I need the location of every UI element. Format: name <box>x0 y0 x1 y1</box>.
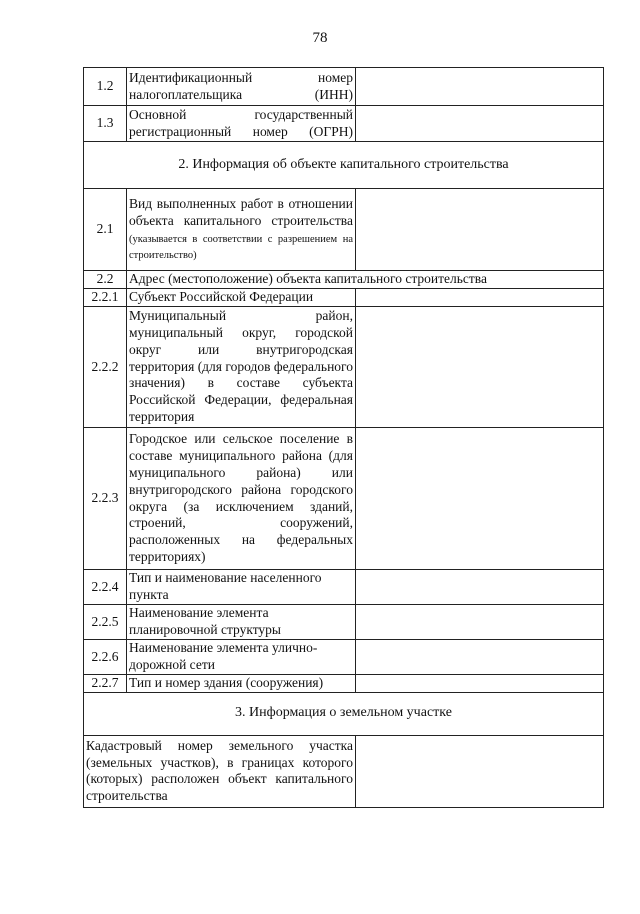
row-label: Адрес (местоположение) объекта капитального строительства <box>127 271 604 289</box>
page-number: 78 <box>312 30 328 46</box>
row-label: Основной государственный регистрационный номер (ОГРН) <box>127 106 356 142</box>
form-table <box>83 67 604 808</box>
table-row <box>84 68 604 106</box>
row-number: 2.2.4 <box>84 570 127 605</box>
row-number: 2.2.6 <box>84 640 127 675</box>
row-label: Идентификационный номер налогоплательщика (ИНН) <box>127 68 356 106</box>
row-label: Тип и номер здания (сооружения) <box>127 675 356 693</box>
row-label: Тип и наименование населенного пункта <box>127 570 356 605</box>
row-label: Наименование элемента планировочной структуры <box>127 605 356 640</box>
row-label: Кадастровый номер земельного участка (земельных участков), в границах которого (которых) расположен объект капитального строительства <box>84 735 356 807</box>
row-label: Субъект Российской Федерации <box>127 289 356 307</box>
row-number: 1.3 <box>84 106 127 142</box>
table-row <box>84 735 604 807</box>
row-number: 2.2.3 <box>84 428 127 570</box>
table-row <box>84 271 604 289</box>
table-row <box>84 189 604 271</box>
table-row <box>84 428 604 570</box>
row-number: 1.2 <box>84 68 127 106</box>
table-row <box>84 307 604 428</box>
value-cell[interactable] <box>356 68 604 106</box>
row-number: 2.2 <box>84 271 127 289</box>
row-number: 2.2.1 <box>84 289 127 307</box>
table-row <box>84 605 604 640</box>
section-row <box>84 692 604 735</box>
row-note: (указывается в соответствии с разрешением на строительство) <box>129 233 353 262</box>
table-row <box>84 106 604 142</box>
value-cell[interactable] <box>356 675 604 693</box>
value-cell[interactable] <box>356 428 604 570</box>
table-row <box>84 675 604 693</box>
value-cell[interactable] <box>356 735 604 807</box>
section-heading: 3. Информация о земельном участке <box>84 692 604 735</box>
value-cell[interactable] <box>356 570 604 605</box>
table-row <box>84 570 604 605</box>
row-number: 2.2.2 <box>84 307 127 428</box>
row-label: Городское или сельское поселение в составе муниципального района (для муниципального района) или внутригородского района городского округа (за исключением зданий, строений, сооружений, расположенных на федеральных территориях) <box>127 428 356 570</box>
table-row <box>84 289 604 307</box>
value-cell[interactable] <box>356 307 604 428</box>
row-label: Муниципальный район, муниципальный округ, городской округ или внутригородская территория (для городов федерального значения) в составе субъекта Российской Федерации, федеральная территория <box>127 307 356 428</box>
row-number: 2.2.5 <box>84 605 127 640</box>
section-heading: 2. Информация об объекте капитального строительства <box>84 142 604 189</box>
row-label <box>127 189 356 271</box>
table-row <box>84 640 604 675</box>
value-cell[interactable] <box>356 189 604 271</box>
row-number: 2.1 <box>84 189 127 271</box>
row-label: Наименование элемента улично-дорожной сети <box>127 640 356 675</box>
value-cell[interactable] <box>356 605 604 640</box>
value-cell[interactable] <box>356 640 604 675</box>
value-cell[interactable] <box>356 106 604 142</box>
row-number: 2.2.7 <box>84 675 127 693</box>
section-row <box>84 142 604 189</box>
value-cell[interactable] <box>356 289 604 307</box>
row-label-text: Вид выполненных работ в отношении объекта капитального строительства <box>129 195 353 228</box>
